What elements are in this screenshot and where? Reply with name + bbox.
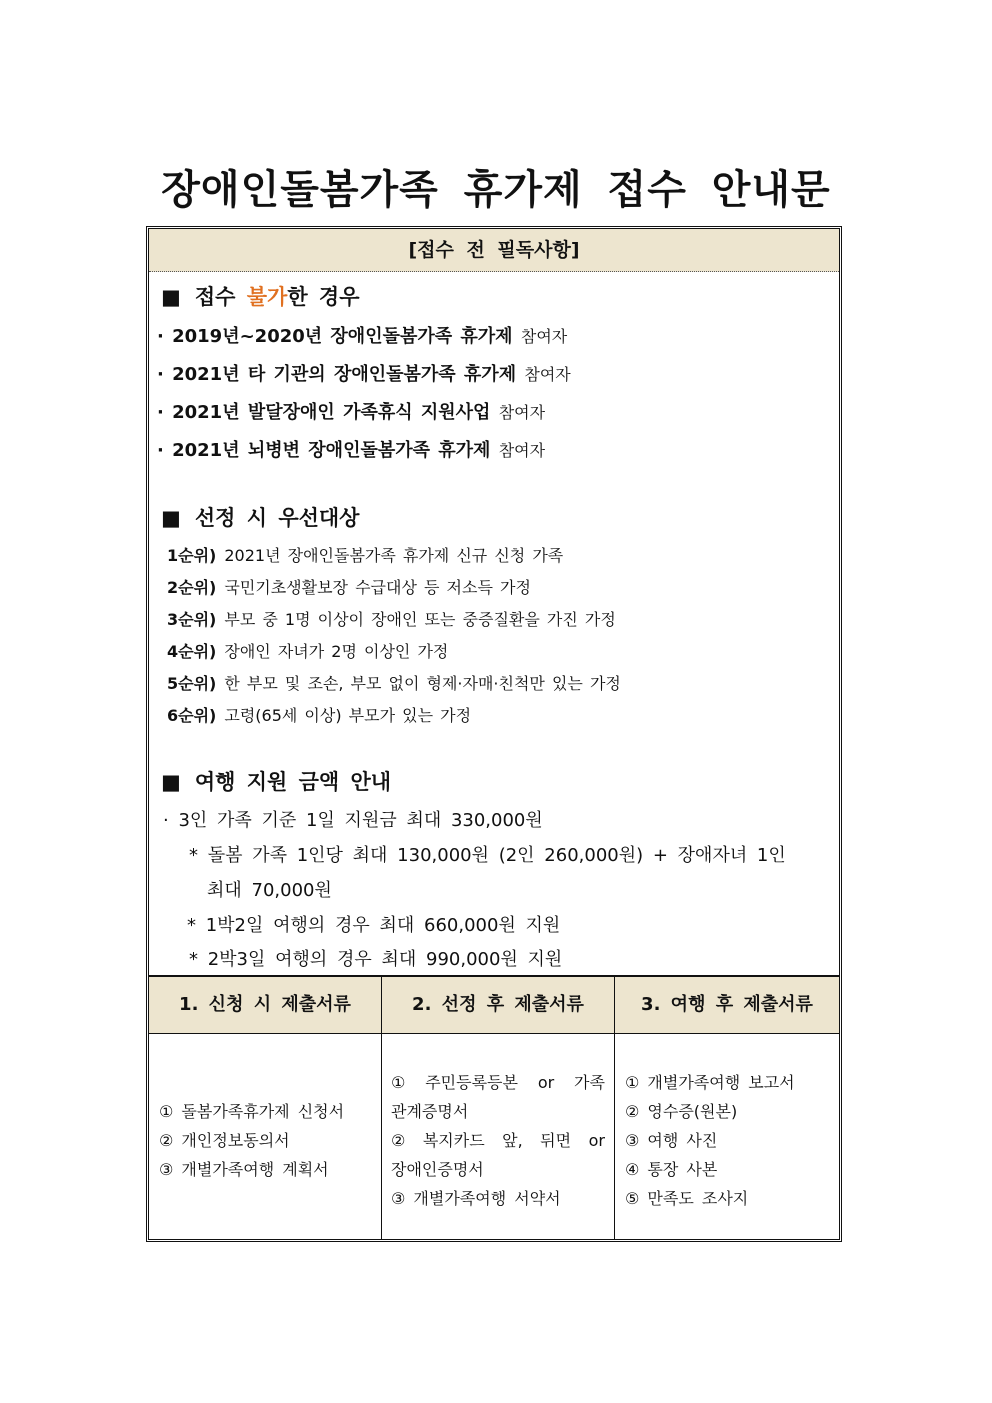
column-divider [381,977,382,1239]
documents-header-row [149,977,839,1034]
amount-main: · 3인 가족 기준 1일 지원금 최대 330,000원 [163,810,543,831]
list-item-cont: 장애인증명서 [391,1160,484,1179]
list-item-cont: 관계증명서 [391,1102,469,1121]
priority-title: 선정 시 우선대상 [194,506,360,530]
docs-selection-list [391,1068,605,1213]
list-item: ④ 통장 사본 [625,1160,718,1179]
list-item: ② 개인정보동의서 [159,1131,290,1150]
column-divider [614,977,615,1239]
square-bullet-icon: ■ [161,770,181,794]
list-item: ⑤ 만족도 조사지 [625,1189,749,1208]
exclusion-section-title [161,281,359,311]
priority-item: 3순위) 부모 중 1명 이상이 장애인 또는 중증질환을 가진 가정 [167,610,616,629]
docs-header-travel: 3. 여행 후 제출서류 [641,994,813,1015]
docs-header-application: 1. 신청 시 제출서류 [179,994,351,1015]
priority-item: 6순위) 고령(65세 이상) 부모가 있는 가정 [167,706,472,725]
exclusion-item: · 2021년 뇌병변 장애인돌봄가족 휴가제 참여자 [157,440,546,461]
priority-item: 1순위) 2021년 장애인돌봄가족 휴가제 신규 신청 가족 [167,546,564,565]
priority-item: 5순위) 한 부모 및 조손, 부모 없이 형제·자매·친척만 있는 가정 [167,674,621,693]
exclusion-item: · 2021년 타 기관의 장애인돌봄가족 휴가제 참여자 [157,364,571,385]
list-item: ② 영수증(원본) [625,1102,738,1121]
amount-title: 여행 지원 금액 안내 [194,770,392,794]
docs-application-list [159,1097,344,1184]
exclusion-title-post: 한 경우 [287,285,360,309]
amount-note-3: * 2박3일 여행의 경우 최대 990,000원 지원 [189,949,563,970]
exclusion-item: · 2021년 발달장애인 가족휴식 지원사업 참여자 [157,402,546,423]
list-item: ① 개별가족여행 보고서 [625,1073,795,1092]
exclusion-item: · 2019년~2020년 장애인돌봄가족 휴가제 참여자 [157,326,568,347]
amount-note-1-cont: 최대 70,000원 [207,880,332,901]
square-bullet-icon: ■ [161,506,181,530]
notice-header: [접수 전 필독사항] [149,229,839,272]
list-item: ③ 개별가족여행 서약서 [391,1189,561,1208]
list-item: ① 돌봄가족휴가제 신청서 [159,1102,345,1121]
priority-item: 2순위) 국민기초생활보장 수급대상 등 저소득 가정 [167,578,531,597]
notice-box [146,226,842,1242]
amount-note-1: * 돌봄 가족 1인당 최대 130,000원 (2인 260,000원) + 장애자녀 1인 [189,845,786,866]
docs-header-selection: 2. 선정 후 제출서류 [412,994,584,1015]
exclusion-title-pre: 접수 [194,285,247,309]
priority-item: 4순위) 장애인 자녀가 2명 이상인 가정 [167,642,449,661]
priority-section-title [161,502,359,532]
list-item: ① 주민등록등본 or 가족 [391,1073,605,1092]
square-bullet-icon: ■ [161,285,181,309]
list-item: ② 복지카드 앞, 뒤면 or [391,1131,605,1150]
page-title: 장애인돌봄가족 휴가제 접수 안내문 [161,167,831,213]
docs-travel-list [625,1068,795,1213]
documents-table [149,975,839,1239]
list-item: ③ 개별가족여행 계획서 [159,1160,329,1179]
amount-section-title [161,766,391,796]
amount-note-2: * 1박2일 여행의 경우 최대 660,000원 지원 [187,915,561,936]
list-item: ③ 여행 사진 [625,1131,718,1150]
exclusion-title-accent: 불가 [246,285,288,309]
